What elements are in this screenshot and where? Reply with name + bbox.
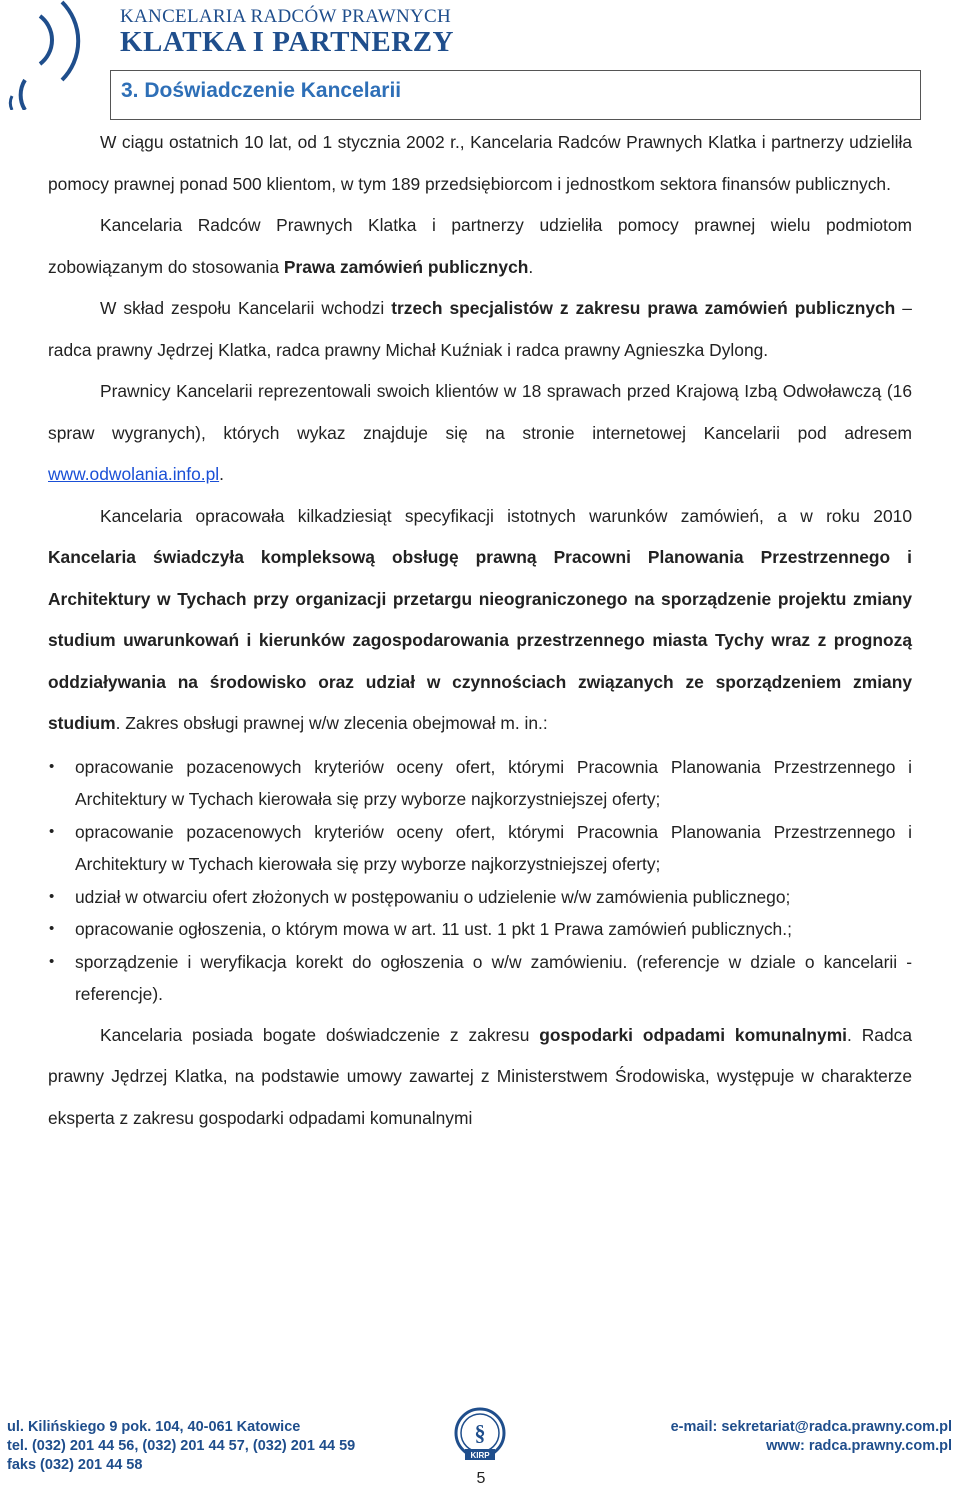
paragraph-2-end: . xyxy=(528,256,534,277)
paragraph-5-bold: Kancelaria świadczyła kompleksową obsługę prawną Pracowni Planowania Przestrzennego i Architektury w Tychach przy organizacji przetargu nieograniczonego na sporządzenie projektu zmiany studium uwarunkowań i kierunków zagospodarowania przestrzennego miasta Tychy wraz z prognozą oddziaływania na środowisko oraz udział w czynnościach związanych ze sporządzeniem zmiany studium xyxy=(48,547,912,733)
paragraph-3-text: W skład zespołu Kancelarii wchodzi xyxy=(100,298,392,318)
paragraph-5-text: Kancelaria opracowała kilkadziesiąt specyfikacji istotnych warunków zamówień, a w roku 2010 xyxy=(100,505,912,526)
footer-contact-right xyxy=(632,1418,952,1456)
footer-address: ul. Kilińskiego 9 pok. 104, 40-061 Katowice xyxy=(7,1419,301,1435)
paragraph-6-end: . Radca prawny Jędrzej Klatka, na podstawie umowy zawartej z Ministerstwem Środowiska, występuje w charakterze eksperta z zakresu gospodarki odpadami komunalnymi xyxy=(48,1024,913,1128)
firm-name-line1: KANCELARIA RADCÓW PRAWNYCH xyxy=(120,6,452,27)
svg-text:§: § xyxy=(474,1420,486,1445)
bullet-icon: • xyxy=(49,887,55,905)
list-item-text: opracowanie pozacenowych kryteriów oceny ofert, którymi Pracownia Planowania Przestrzennego i Architektury w Tychach kierowała się przy wyborze najkorzystniejszej oferty; xyxy=(75,756,912,809)
paragraph-3-end: – radca prawny Jędrzej Klatka, radca prawny Michał Kuźniak i radca prawny Agnieszka Dylong. xyxy=(48,298,912,360)
paragraph-1-text: W ciągu ostatnich 10 lat, od 1 stycznia 2002 r., Kancelaria Radców Prawnych Klatka i partnerzy udzieliła pomocy prawnej ponad 500 klientom, w tym 189 przedsiębiorcom i jednostkom sektora finansów publicznych. xyxy=(48,132,912,194)
paragraph-4-text: Prawnicy Kancelarii reprezentowali swoich klientów w 18 sprawach przed Krajową Izbą Odwoławczą (16 spraw wygranych), których wykaz znajduje się na stronie internetowej Kancelarii pod adresem xyxy=(48,381,912,443)
list-item-text: opracowanie ogłoszenia, o którym mowa w art. 11 ust. 1 pkt 1 Prawa zamówień publicznych.; xyxy=(75,919,792,939)
footer-fax: faks (032) 201 44 58 xyxy=(7,1457,143,1473)
footer-contact-left xyxy=(7,1418,427,1475)
scope-list xyxy=(48,751,912,1011)
emblem-label: KIRP xyxy=(470,1451,490,1460)
paragraph-2-text: Kancelaria Radców Prawnych Klatka i partnerzy udzieliła pomocy prawnej wielu podmiotom zobowiązanym do stosowania xyxy=(48,215,912,277)
list-item xyxy=(48,751,912,816)
kirp-emblem-icon xyxy=(445,1405,515,1465)
list-item-text: sporządzenie i weryfikacja korekt do ogłoszenia o w/w zamówieniu. (referencje w dziale o kancelarii - referencje). xyxy=(75,951,912,1004)
paragraph-2 xyxy=(48,205,912,288)
firm-name-line2: KLATKA I PARTNERZY xyxy=(120,26,455,58)
paragraph-2-bold: Prawa zamówień publicznych xyxy=(283,256,529,277)
list-item xyxy=(48,881,912,914)
footer-phone: tel. (032) 201 44 56, (032) 201 44 57, (032) 201 44 59 xyxy=(7,1438,356,1454)
paragraph-4-end: . xyxy=(219,464,224,484)
list-item-text: udział w otwarciu ofert złożonych w postępowaniu o udzielenie w/w zamówienia publicznego; xyxy=(75,886,791,907)
list-item xyxy=(48,946,912,1011)
odwolania-link[interactable]: www.odwolania.info.pl xyxy=(48,464,220,484)
paragraph-6-bold: gospodarki odpadami komunalnymi xyxy=(539,1024,848,1045)
page-number: 5 xyxy=(476,1470,486,1487)
list-item-text: opracowanie pozacenowych kryteriów oceny ofert, którymi Pracownia Planowania Przestrzennego i Architektury w Tychach kierowała się przy wyborze najkorzystniejszej oferty; xyxy=(75,821,912,874)
paragraph-5-end: . Zakres obsługi prawnej w/w zlecenia obejmował m. in.: xyxy=(115,713,548,733)
paragraph-5 xyxy=(48,496,912,745)
bullet-icon: • xyxy=(49,757,55,775)
paragraph-3 xyxy=(48,288,912,371)
list-item xyxy=(48,913,912,946)
footer-website[interactable]: www: radca.prawny.com.pl xyxy=(766,1438,952,1454)
paragraph-1 xyxy=(48,122,912,205)
firm-logo-arcs xyxy=(0,0,120,110)
bullet-icon: • xyxy=(49,822,55,840)
bullet-icon: • xyxy=(49,920,55,937)
list-item xyxy=(48,816,912,881)
paragraph-3-bold: trzech specjalistów z zakresu prawa zamówień publicznych xyxy=(391,298,896,318)
section-title: 3. Doświadczenie Kancelarii xyxy=(121,79,402,102)
document-body xyxy=(48,122,912,1139)
paragraph-6-text: Kancelaria posiada bogate doświadczenie z zakresu xyxy=(100,1024,540,1045)
page-footer xyxy=(0,1410,960,1487)
paragraph-4 xyxy=(48,371,912,496)
paragraph-6 xyxy=(48,1015,912,1140)
bullet-icon: • xyxy=(49,952,55,970)
section-heading-box xyxy=(110,70,921,120)
footer-email[interactable]: e-mail: sekretariat@radca.prawny.com.pl xyxy=(670,1419,952,1435)
